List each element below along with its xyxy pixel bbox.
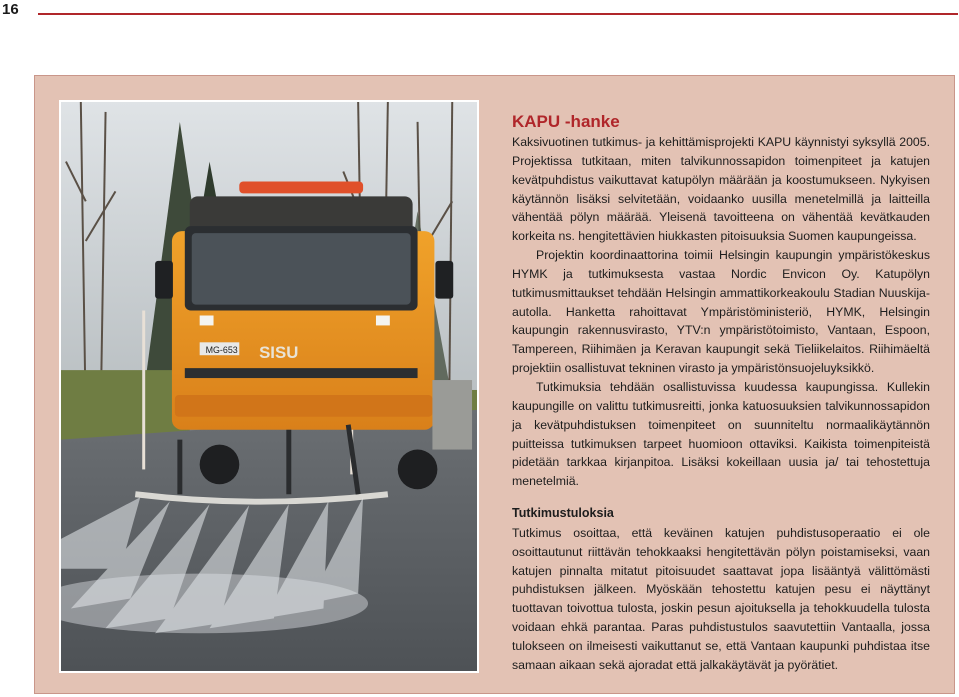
truck-plate: MG-653 <box>205 345 238 356</box>
article-paragraph-2: Projektin koordinaattorina toimii Helsingin kaupungin ympäristökeskus HYMK ja tutkimuksesta vastaa Nordic Envicon Oy. Katupölyn tutkimusmittaukset tehdään Helsingin ammattikorkeakoulu Stadian Nuuskija-autolla. Hanketta rahoittavat Ympäristöministeriö, HYMK, Helsingin kaupungin rakennusvirasto, YTV:n ympäristötoimisto, Vantaan, Espoon, Tampereen, Riihimäen ja Keravan kaupungit sekä Tieliikelaitos. Riihimäeltä projektiin osallistuvat tekninen virasto ja ympäristönsuojeluyksikkö. <box>512 248 930 376</box>
article-text-column <box>512 112 930 675</box>
article-paragraph-1: Kaksivuotinen tutkimus- ja kehittämisprojekti KAPU käynnistyi syksyllä 2005. Projektissa tutkitaan, miten talvikunnossapidon toimenpiteet ja katujen kevätpuhdistus vaikuttavat katupölyn määrään ja koostumukseen. Nykyisen käytännön lisäksi selvitetään, voidaanko uusilla menetelmillä ja laitteilla vähentää pölyn määrää. Yleisenä tavoitteena on vähentää kevätkauden korkeita ns. hengitettävien hiukkasten pitoisuuksia Suomen kaupungeissa. <box>512 135 930 244</box>
article-paragraph-3: Tutkimuksia tehdään osallistuvissa kuudessa kaupungissa. Kullekin kaupungille on valittu tutkimusreitti, jonka katuosuuksien talvikunnossapidon ja kevätpuhdistuksen toimenpiteet on suunniteltu normaalikäytännön puitteissa tutkimuksen tarpeet huomioon ottaviksi. Kaikista toimenpiteistä pidetään tarkkaa kirjanpitoa. Lisäksi kokeillaan uusia ja/ tai tehostettuja menetelmiä. <box>512 379 930 489</box>
page-number: 16 <box>2 1 19 18</box>
truck-brand: SISU <box>259 343 299 363</box>
article-title: KAPU -hanke <box>512 112 620 131</box>
section-paragraph: Tutkimus osoittaa, että keväinen katujen puhdistusoperaatio ei ole osoittautunut riittävän tehokkaaksi hengitettävän pölyn poistamiseksi, vaan katujen pinnalta mitatut pitoisuudet saattavat jopa lisääntyä välittömästi puhdistuksen jälkeen. Myöskään tehostettu katujen pesu ei näyttänyt tuottavan toivottua tulosta, joskin pesun ajoituksella ja tehokkuudella tulosta voidaan ehkä parantaa. Paras puhdistustulos saavutettiin Vantaalla, jossa tulokseen on ilmeisesti vaikuttanut se, että Vantaan kaupunki puhdistaa itse samaan aikaan sekä ajoradat että jalkakäytävät ja pyörätiet. <box>512 525 930 672</box>
truck-photo <box>59 100 479 673</box>
street-cleaning-truck-illustration <box>61 102 477 671</box>
section-heading: Tutkimustuloksia <box>512 506 614 521</box>
header-rule <box>38 13 958 15</box>
